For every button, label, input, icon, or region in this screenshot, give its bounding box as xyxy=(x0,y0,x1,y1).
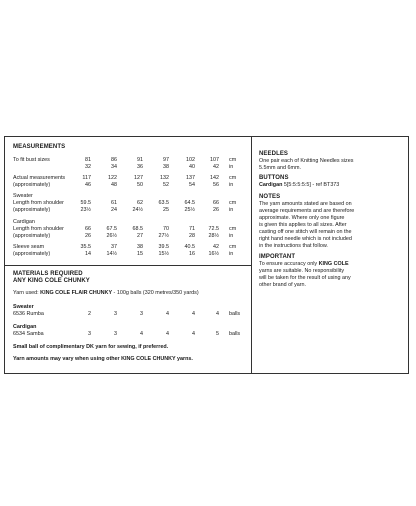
important-line-2: yarns are suitable. No responsibility xyxy=(259,268,345,274)
measurement-in-value: 26 xyxy=(213,207,219,213)
measurement-cm-value: 142 xyxy=(210,175,219,181)
measurement-cm-value: 38 xyxy=(137,244,143,250)
ball-count: 4 xyxy=(216,311,219,317)
ball-count: 4 xyxy=(140,331,143,337)
measurement-in-value: 26½ xyxy=(106,233,117,239)
measurement-cm-value: 127 xyxy=(134,175,143,181)
cardigan-label: Cardigan xyxy=(13,219,35,225)
ball-count: 5 xyxy=(216,331,219,337)
notes-line-4: is given this applies to all sizes. After xyxy=(259,222,347,228)
measurement-cm-value: 59.5 xyxy=(80,200,91,206)
important-heading: IMPORTANT xyxy=(259,254,296,260)
ball-count: 3 xyxy=(114,311,117,317)
sewing-yarn-note: Small ball of complimentary DK yarn for sewing, if preferred. xyxy=(13,344,169,350)
measurement-in-value: 34 xyxy=(111,164,117,170)
measurement-unit: in xyxy=(229,233,234,239)
measurement-unit: cm xyxy=(229,157,237,163)
actual-sublabel: (approximately) xyxy=(13,182,51,188)
important-line-1 xyxy=(259,261,349,268)
ball-count: 4 xyxy=(192,331,195,337)
important-prefix: To ensure accuracy only xyxy=(259,261,319,267)
material-cardigan-shade: 6534 Samba xyxy=(13,331,44,337)
measurement-cm-value: 66 xyxy=(213,200,219,206)
notes-line-2: average requirements and are therefore xyxy=(259,208,355,214)
measurement-cm-value: 137 xyxy=(186,175,195,181)
measurement-in-value: 16 xyxy=(189,251,195,257)
measurement-unit: cm xyxy=(229,244,237,250)
column-divider xyxy=(251,137,252,373)
ball-count: 3 xyxy=(114,331,117,337)
actual-label: Actual measurements xyxy=(13,175,66,181)
measurement-cm-value: 62 xyxy=(137,200,143,206)
measurement-cm-value: 70 xyxy=(163,226,169,232)
bust-label: To fit bust sizes xyxy=(13,157,50,163)
notes-line-6: right hand needle which is not included xyxy=(259,236,352,242)
measurement-cm-value: 71 xyxy=(189,226,195,232)
measurement-in-value: 27½ xyxy=(158,233,169,239)
ball-count: 2 xyxy=(88,311,91,317)
ball-unit: balls xyxy=(229,331,241,337)
measurement-cm-value: 102 xyxy=(186,157,195,163)
ball-count: 4 xyxy=(166,311,169,317)
measurement-in-value: 50 xyxy=(137,182,143,188)
buttons-line xyxy=(259,182,339,189)
sleeve-sublabel: (approximately) xyxy=(13,251,51,257)
ball-unit: balls xyxy=(229,311,241,317)
cardigan-length-label: Length from shoulder xyxy=(13,226,64,232)
measurement-in-value: 24 xyxy=(111,207,117,213)
measurement-in-value: 52 xyxy=(163,182,169,188)
measurement-in-value: 32 xyxy=(85,164,91,170)
buttons-label: Cardigan xyxy=(259,182,283,188)
measurement-unit: in xyxy=(229,182,234,188)
materials-heading: MATERIALS REQUIRED xyxy=(13,271,83,277)
measurement-in-value: 15½ xyxy=(158,251,169,257)
measurement-in-value: 56 xyxy=(213,182,219,188)
cardigan-sublabel: (approximately) xyxy=(13,233,51,239)
measurement-cm-value: 86 xyxy=(111,157,117,163)
measurement-cm-value: 117 xyxy=(82,175,91,181)
measurement-cm-value: 81 xyxy=(85,157,91,163)
measurement-unit: cm xyxy=(229,175,237,181)
notes-line-5: casting off one stitch will remain on the xyxy=(259,229,352,235)
measurement-cm-value: 37 xyxy=(111,244,117,250)
measurement-cm-value: 91 xyxy=(137,157,143,163)
measurement-in-value: 25½ xyxy=(184,207,195,213)
needles-line-2: 5.5mm and 6mm. xyxy=(259,165,301,171)
measurement-cm-value: 107 xyxy=(210,157,219,163)
measurement-in-value: 14½ xyxy=(106,251,117,257)
measurement-in-value: 38 xyxy=(163,164,169,170)
measurement-cm-value: 61 xyxy=(111,200,117,206)
measurement-in-value: 26 xyxy=(85,233,91,239)
measurement-cm-value: 66 xyxy=(85,226,91,232)
measurement-in-value: 46 xyxy=(85,182,91,188)
pattern-info-panel xyxy=(4,136,409,374)
needles-heading: NEEDLES xyxy=(259,151,289,157)
important-line-3: will be taken for the result of using any xyxy=(259,275,351,281)
notes-line-3: approximate. Where only one figure xyxy=(259,215,345,221)
sweater-sublabel: (approximately) xyxy=(13,207,51,213)
materials-subheading: ANY KING COLE CHUNKY xyxy=(13,278,90,284)
measurement-in-value: 15 xyxy=(137,251,143,257)
measurement-unit: in xyxy=(229,207,234,213)
yarn-variance-note: Yarn amounts may vary when using other KING COLE CHUNKY yarns. xyxy=(13,356,193,362)
sweater-label: Sweater xyxy=(13,193,33,199)
yarn-prefix: Yarn used: xyxy=(13,290,41,296)
notes-heading: NOTES xyxy=(259,194,281,200)
measurement-unit: cm xyxy=(229,200,237,206)
measurement-cm-value: 68.5 xyxy=(132,226,143,232)
ball-count: 3 xyxy=(88,331,91,337)
measurement-in-value: 40 xyxy=(189,164,195,170)
measurement-cm-value: 40.5 xyxy=(184,244,195,250)
measurement-cm-value: 132 xyxy=(160,175,169,181)
measurement-cm-value: 97 xyxy=(163,157,169,163)
needles-line-1: One pair each of Knitting Needles sizes xyxy=(259,158,354,164)
ball-count: 4 xyxy=(166,331,169,337)
measurement-in-value: 14 xyxy=(85,251,91,257)
yarn-suffix: - 100g balls (320 metres/350 yards) xyxy=(112,290,199,296)
measurement-cm-value: 67.5 xyxy=(106,226,117,232)
measurement-cm-value: 64.5 xyxy=(184,200,195,206)
measurement-in-value: 24½ xyxy=(132,207,143,213)
notes-line-1: The yarn amounts stated are based on xyxy=(259,201,352,207)
buttons-text: 5[5:5:5:5:5] - ref BT373 xyxy=(282,182,340,188)
notes-line-7: in the instructions that follow. xyxy=(259,243,328,249)
material-sweater-shade: 6536 Rumba xyxy=(13,311,44,317)
measurements-heading: MEASUREMENTS xyxy=(13,144,66,150)
measurement-in-value: 54 xyxy=(189,182,195,188)
measurement-in-value: 16½ xyxy=(208,251,219,257)
sweater-length-label: Length from shoulder xyxy=(13,200,64,206)
buttons-heading: BUTTONS xyxy=(259,175,289,181)
important-brand: KING COLE xyxy=(318,261,349,267)
measurement-in-value: 36 xyxy=(137,164,143,170)
measurement-in-value: 23½ xyxy=(80,207,91,213)
measurement-in-value: 28 xyxy=(189,233,195,239)
ball-count: 4 xyxy=(192,311,195,317)
section-divider xyxy=(5,265,251,266)
measurement-in-value: 42 xyxy=(213,164,219,170)
measurement-cm-value: 122 xyxy=(108,175,117,181)
sleeve-label: Sleeve seam xyxy=(13,244,45,250)
measurement-unit: cm xyxy=(229,226,237,232)
yarn-used-line xyxy=(13,290,199,297)
yarn-name: KING COLE FLAIR CHUNKY xyxy=(40,290,113,296)
material-cardigan-name: Cardigan xyxy=(13,324,37,330)
measurement-in-value: 48 xyxy=(111,182,117,188)
measurement-cm-value: 35.5 xyxy=(80,244,91,250)
measurement-in-value: 27 xyxy=(137,233,143,239)
measurement-in-value: 28½ xyxy=(208,233,219,239)
material-sweater-name: Sweater xyxy=(13,304,34,310)
measurement-in-value: 25 xyxy=(163,207,169,213)
important-line-4: other brand of yarn. xyxy=(259,282,307,288)
measurement-cm-value: 42 xyxy=(213,244,219,250)
ball-count: 3 xyxy=(140,311,143,317)
measurement-unit: in xyxy=(229,164,234,170)
measurement-cm-value: 72.5 xyxy=(208,226,219,232)
measurement-unit: in xyxy=(229,251,234,257)
measurement-cm-value: 63.5 xyxy=(158,200,169,206)
measurement-cm-value: 39.5 xyxy=(158,244,169,250)
